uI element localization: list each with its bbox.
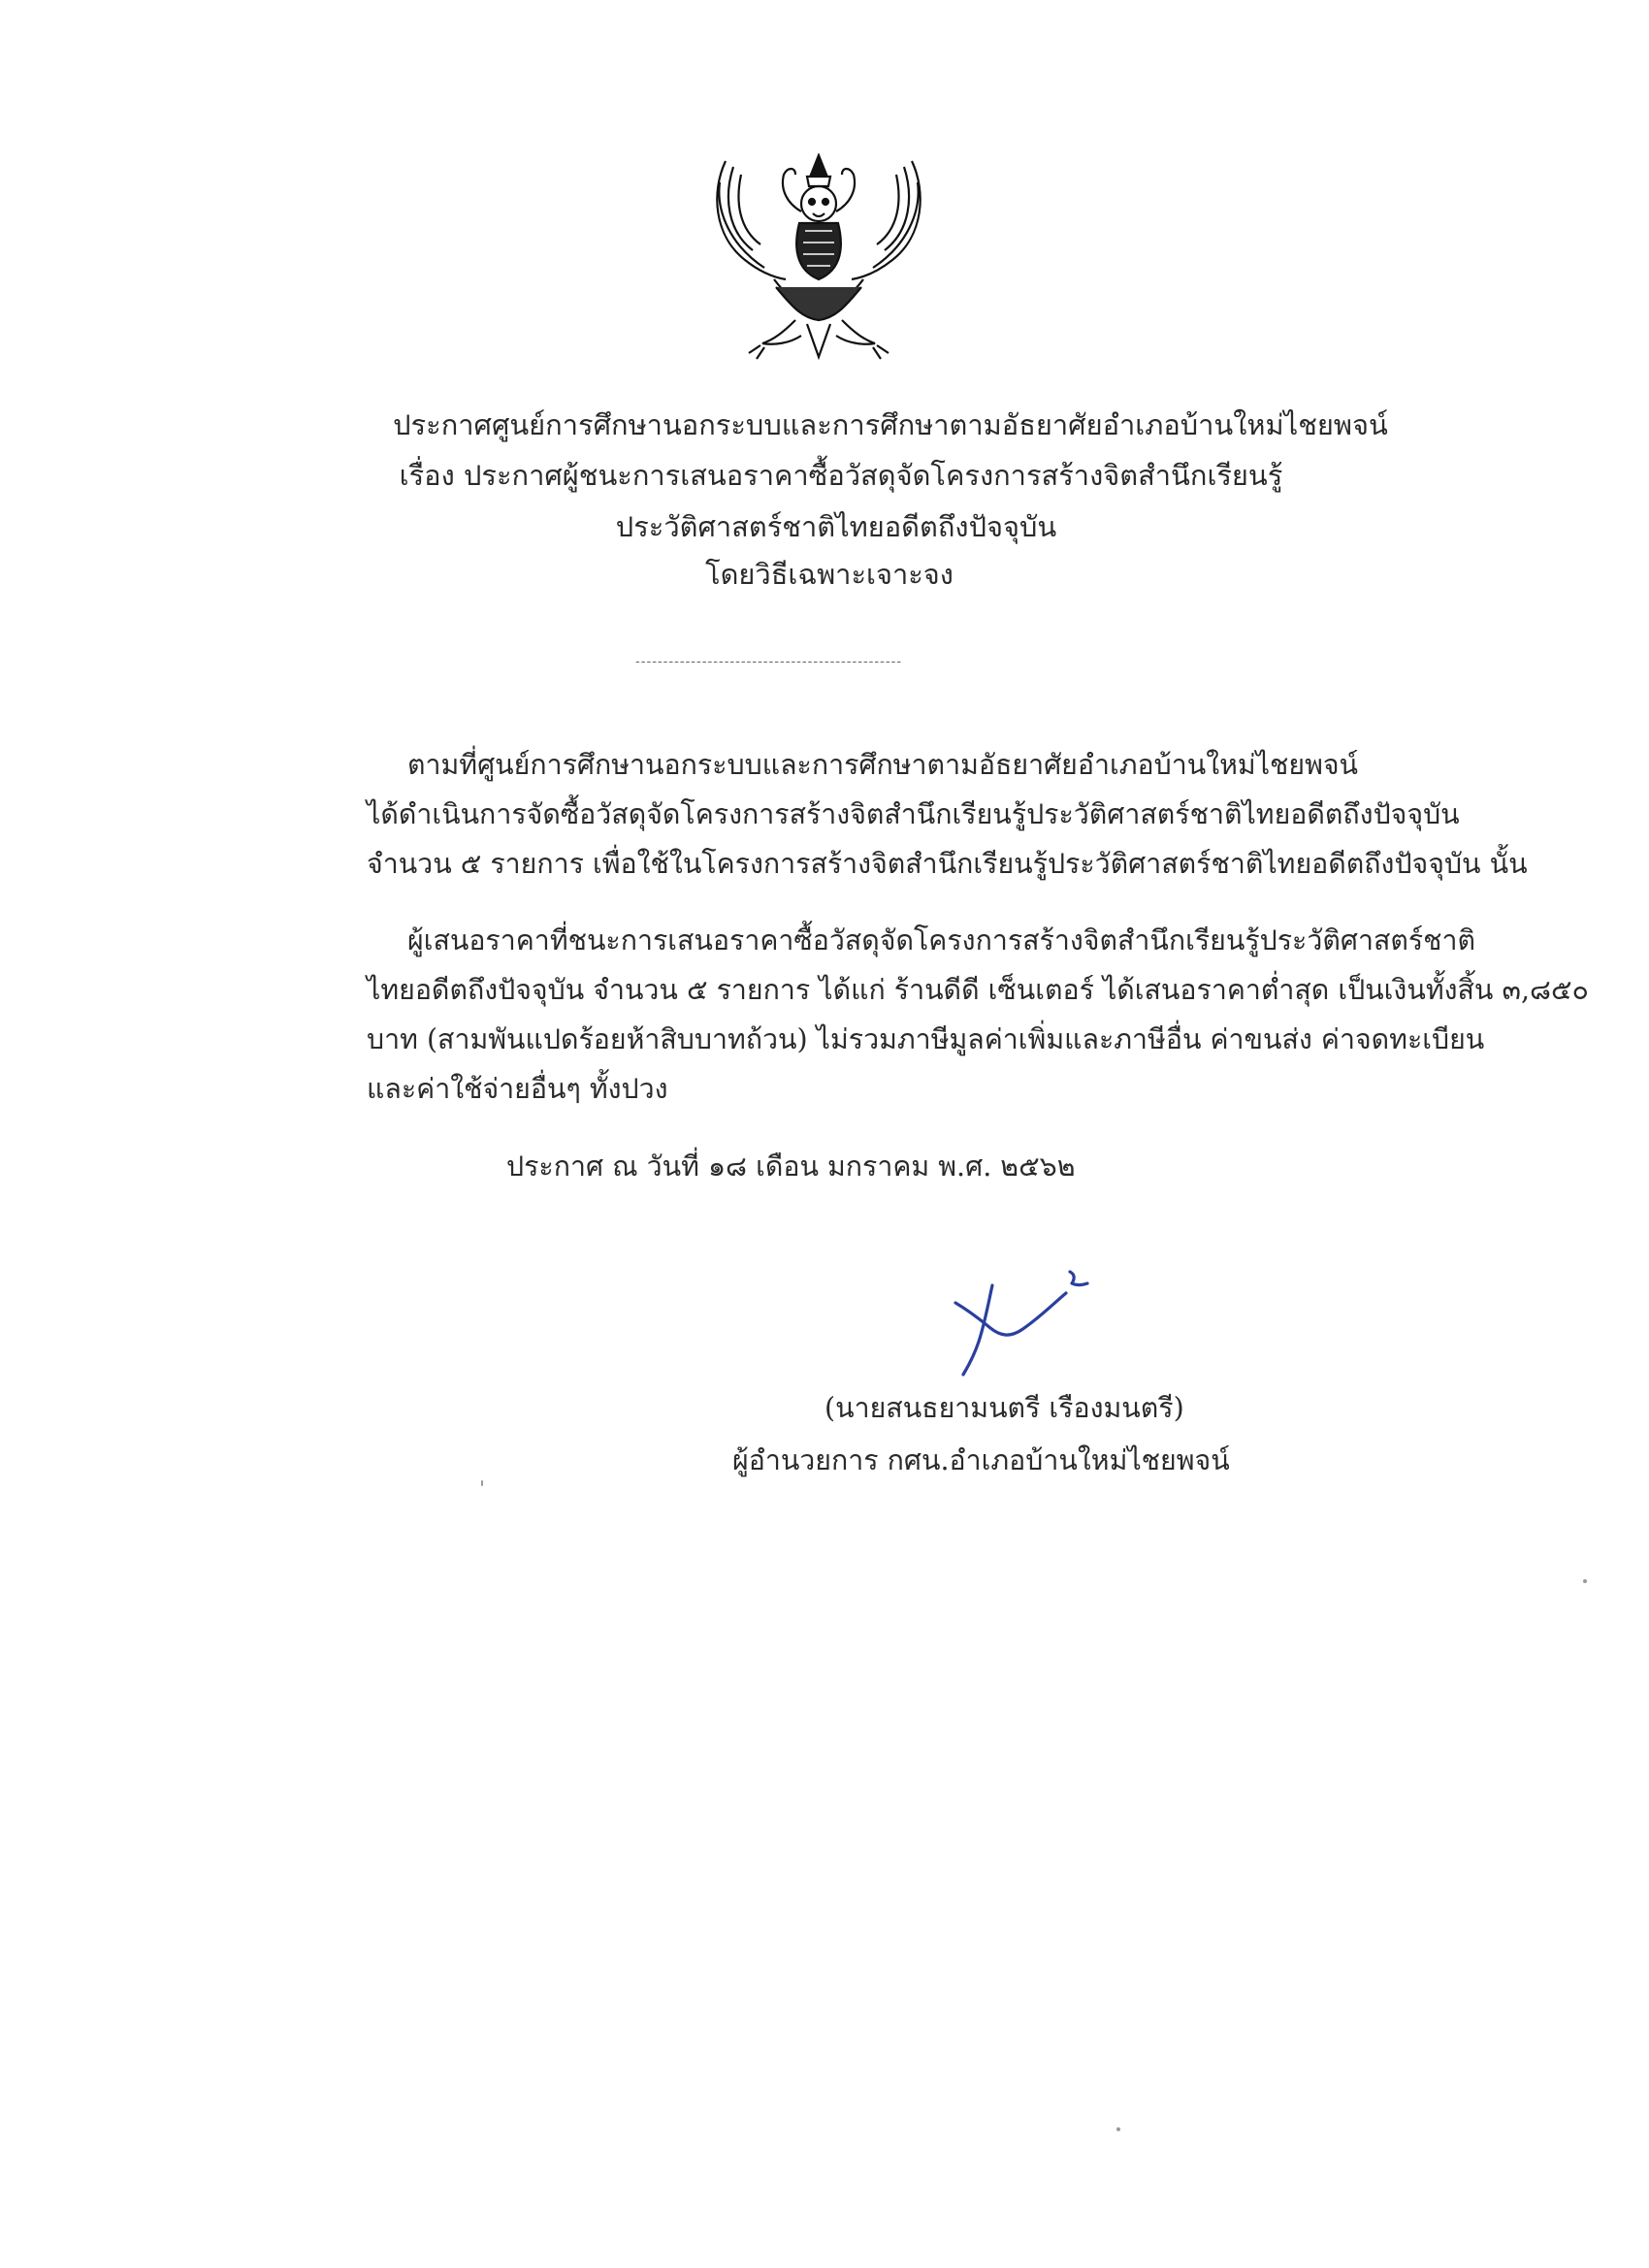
paragraph-1-line: จำนวน ๕ รายการ เพื่อใช้ในโครงการสร้างจิตสำนึกเรียนรู้ประวัติศาสตร์ชาติไทยอดีตถึงปัจจุบัน นั้น (367, 848, 1528, 880)
paragraph-2 (367, 916, 1589, 1114)
paragraph-2-line: และค่าใช้จ่ายอื่นๆ ทั้งปวง (367, 1073, 668, 1105)
paragraph-1 (367, 740, 1528, 889)
paragraph-1-line: ได้ดำเนินการจัดซื้อวัสดุจัดโครงการสร้างจิตสำนึกเรียนรู้ประวัติศาสตร์ชาติไทยอดีตถึงปัจจุบัน (367, 798, 1460, 830)
header-method-line: โดยวิธีเฉพาะเจาะจง (705, 558, 954, 591)
paragraph-1-line: ตามที่ศูนย์การศึกษานอกระบบและการศึกษาตามอัธยาศัยอำเภอบ้านใหม่ไชยพจน์ (407, 749, 1359, 781)
scan-speck (1583, 1579, 1587, 1583)
signature-icon (946, 1264, 1091, 1380)
header-line-1: ประกาศศูนย์การศึกษานอกระบบและการศึกษาตามอัธยาศัยอำเภอบ้านใหม่ไชยพจน์ (393, 408, 1388, 441)
paragraph-2-line: ผู้เสนอราคาที่ชนะการเสนอราคาซื้อวัสดุจัดโครงการสร้างจิตสำนึกเรียนรู้ประวัติศาสตร์ชาติ (407, 924, 1476, 956)
signer-position: ผู้อำนวยการ กศน.อำเภอบ้านใหม่ไชยพจน์ (732, 1444, 1230, 1476)
header-subject-line: เรื่อง ประกาศผู้ชนะการเสนอราคาซื้อวัสดุจัดโครงการสร้างจิตสำนึกเรียนรู้ (399, 459, 1283, 492)
scan-speck (1116, 2127, 1120, 2131)
header-line-3: ประวัติศาสตร์ชาติไทยอดีตถึงปัจจุบัน (615, 510, 1057, 543)
scan-speck (481, 1480, 483, 1486)
header-separator: ------------------------------------------------ (635, 654, 903, 669)
garuda-emblem-icon (706, 153, 931, 365)
signer-name: (นายสนธยามนตรี เรืองมนตรี) (824, 1392, 1184, 1424)
paragraph-2-line: ไทยอดีตถึงปัจจุบัน จำนวน ๕ รายการ ได้แก่ ร้านดีดี เซ็นเตอร์ ได้เสนอราคาต่ำสุด เป็นเงินทั้งสิ้น ๓,๘๕๐ (367, 974, 1589, 1006)
announcement-date: ประกาศ ณ วันที่ ๑๘ เดือน มกราคม พ.ศ. ๒๕๖๒ (506, 1150, 1076, 1183)
paragraph-2-line: บาท (สามพันแปดร้อยห้าสิบบาทถ้วน) ไม่รวมภาษีมูลค่าเพิ่มและภาษีอื่น ค่าขนส่ง ค่าจดทะเบียน (367, 1023, 1485, 1055)
